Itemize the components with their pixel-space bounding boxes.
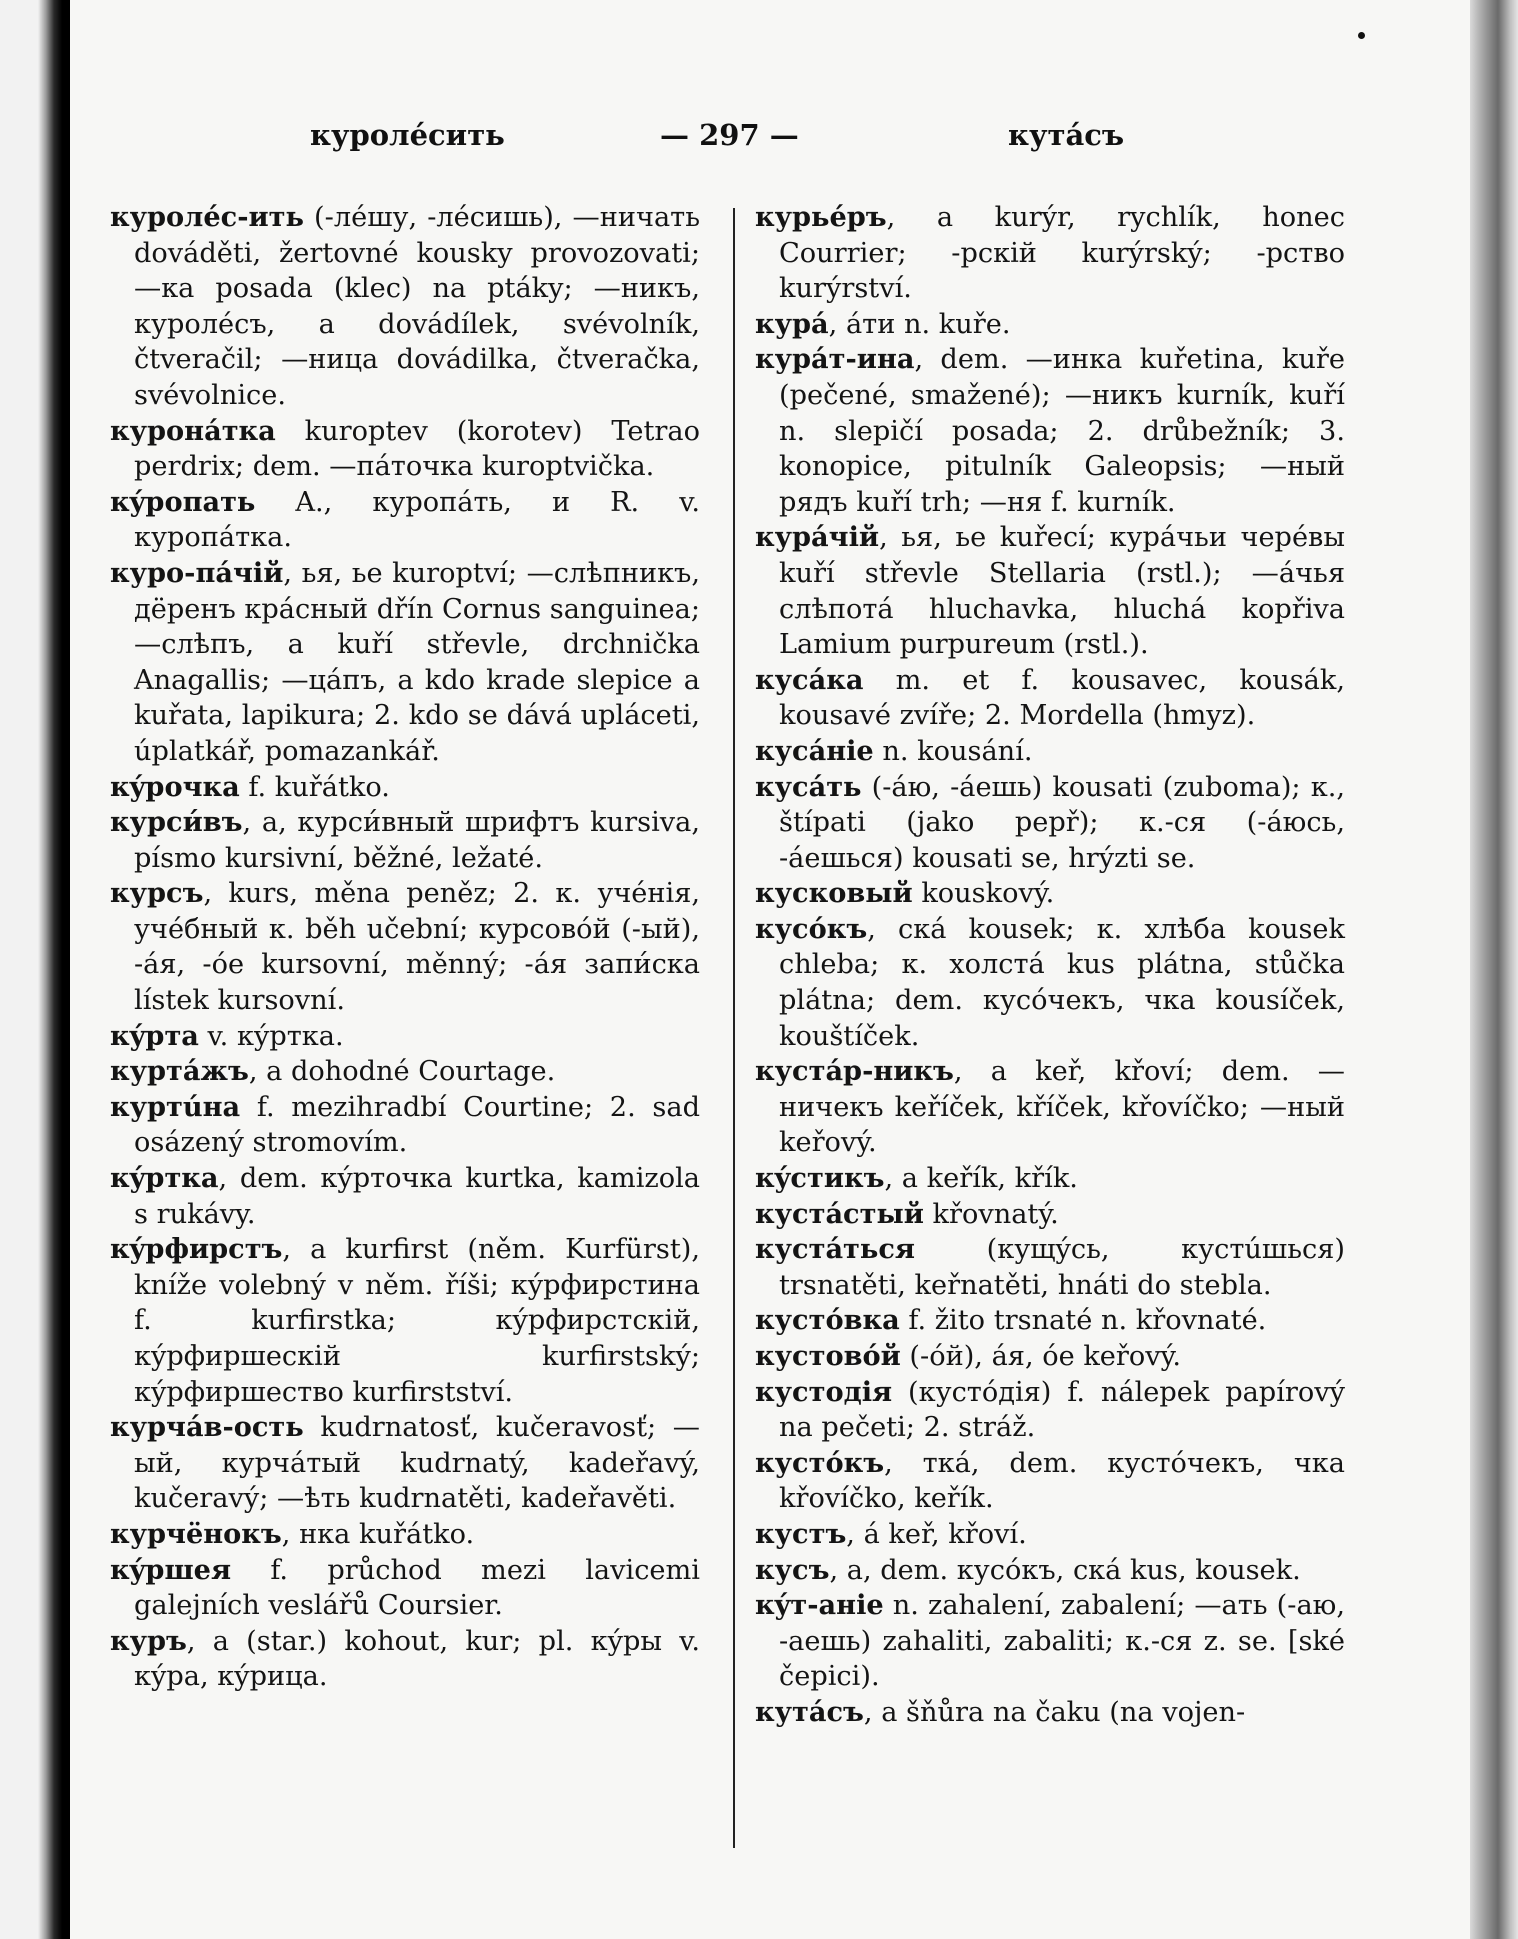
headword: курсъ <box>110 877 204 910</box>
dictionary-entry: кусковый kouskový. <box>755 877 1055 910</box>
headword: кустодія <box>755 1375 893 1408</box>
dictionary-entry: кустáр-никъ, a keř, křoví; dem. —ничекъ keříček, kříček, křovíčko; —ный keřový. <box>755 1055 1345 1159</box>
headword: кустáр-никъ <box>755 1055 954 1088</box>
headword: кусáка <box>755 663 864 696</box>
dictionary-entry: кустóвка f. žito trsnaté n. křovnaté. <box>755 1304 1267 1337</box>
scan-speck <box>1358 32 1365 39</box>
dictionary-entry: кусáть (-áю, -áешь) kousati (zuboma); к., štípati (jako pepř); к.-ся (-áюсь, -áешься) kousati se, hrýzti se. <box>755 770 1345 874</box>
headword: кýт-аніе <box>755 1589 884 1622</box>
dictionary-entry: кýрфирстъ, a kurfirst (něm. Kurfürst), kníže volebný v něm. říši; кýрфирстина f. kurfirstka; кýрфирстскій, кýрфиршескій kurfirstský; кýрфиршество kurfirstství. <box>110 1233 700 1408</box>
dictionary-entry: кусáніе n. kousání. <box>755 734 1033 767</box>
dictionary-entry: курá, áти n. kuře. <box>755 307 1011 340</box>
dictionary-entry: кутáсъ, a šňůra na čaku (na vojen- <box>755 1695 1246 1728</box>
dictionary-entry: курси́въ, a, курси́вный шрифтъ kursiva, písmo kursivní, běžné, ležaté. <box>110 806 700 874</box>
headword: кýрта <box>110 1019 199 1052</box>
dictionary-entry: кýртка, dem. кýрточка kurtka, kamizola s rukávy. <box>110 1162 700 1230</box>
headword: кусóкъ <box>755 912 868 945</box>
headword: кустовóй <box>755 1340 901 1372</box>
headword: кýрфирстъ <box>110 1233 283 1266</box>
headword: курáчій <box>755 521 880 554</box>
headword: кусковый <box>755 877 913 910</box>
dictionary-entry: кýрта v. кýртка. <box>110 1019 344 1052</box>
headword: курчáв-ость <box>110 1411 304 1444</box>
right-page-edge <box>1470 0 1518 1939</box>
headword: курáт-ина <box>755 343 915 376</box>
headword: кустáстый <box>755 1197 924 1230</box>
dictionary-entry: кýт-аніе n. zahalení, zabalení; —ать (-аю, -аешь) zahaliti, zabaliti; к.-ся z. se. [ské čepici). <box>755 1589 1345 1693</box>
headword: курьéръ <box>755 201 887 233</box>
headword: куронáтка <box>110 414 276 447</box>
dictionary-entry: кусóкъ, скá kousek; к. хлѣба kousek chleba; к. холстá kus plátna, stůčka plátna; dem. кусóчекъ, чка kousíček, kouštíček. <box>755 912 1345 1052</box>
dictionary-entry: кустáться (кущýсь, кустúшься) trsnatěti, keřnatěti, hnáti do stebla. <box>755 1233 1345 1301</box>
left-page-edge <box>0 0 62 1939</box>
dictionary-entry: курáчій, ья, ье kuřecí; курáчьи черéвы kuří střevle Stellaria (rstl.); —áчья слѣпотá hluchavka, hluchá kopřiva Lamium purpureum (rstl.). <box>755 521 1345 661</box>
dictionary-entry: кустóкъ, ткá, dem. кустóчекъ, чка křovíčko, keřík. <box>755 1446 1345 1515</box>
dictionary-entry: куртúна f. mezihradbí Courtine; 2. sad osázený stromovím. <box>110 1090 700 1159</box>
headword: кустъ <box>755 1517 847 1550</box>
dictionary-entry: кýстикъ, a keřík, křík. <box>755 1162 1078 1195</box>
dictionary-entry: кусáка m. et f. kousavec, kousák, kousavé zvíře; 2. Mordella (hmyz). <box>755 663 1345 732</box>
headword: куртáжъ <box>110 1055 249 1088</box>
headword: кýропать <box>110 485 256 518</box>
dictionary-entry: куртáжъ, a dohodné Courtage. <box>110 1055 556 1088</box>
headword: кýстикъ <box>755 1162 885 1195</box>
dictionary-entry: кустáстый křovnatý. <box>755 1197 1059 1230</box>
headword: курá <box>755 307 829 340</box>
dictionary-entry: курьéръ, a kurýr, rychlík, honec Courrier; -рскій kurýrský; -рство kurýrství. <box>755 201 1345 305</box>
headword: кусáніе <box>755 734 874 767</box>
headword: кустóкъ <box>755 1446 885 1479</box>
page-number: — 297 — <box>660 118 799 152</box>
dictionary-entry: куръ, a (star.) kohout, kur; pl. кýры v. кýра, кýрица. <box>110 1624 700 1693</box>
dictionary-entry: куро-пáчій, ья, ье kuroptví; —слѣпникъ, дёренъ крáсный dřín Cornus sanguinea; —слѣпъ, a kuří střevle, drchnička Anagallis; —цáпъ, a kdo krade slepice a kuřata, lapikura; 2. kdo se dává upláceti, úplatkář, pomazankář. <box>110 556 701 767</box>
dictionary-entry: курчáв-ость kudrnatosť, kučeravosť; —ый, курчáтый kudrnatý, kadeřavý, kučeravý; —ѣть kudrnatěti, kadeřavěti. <box>110 1411 700 1515</box>
dictionary-entry: кусъ, a, dem. кусóкъ, скá kus, kousek. <box>755 1553 1301 1586</box>
headword: куртúна <box>110 1090 241 1123</box>
headword: куро-пáчій <box>110 556 284 589</box>
headword: кустóвка <box>755 1304 900 1337</box>
headword: куръ <box>110 1624 187 1657</box>
column-divider <box>733 208 735 1848</box>
headword: кýрочка <box>110 770 240 803</box>
headword: курчёнокъ <box>110 1517 282 1550</box>
dictionary-entry: куролéс-ить (-лéшу, -лéсишь), —ничать dováděti, žertovné kousky provozovati; —ка posada (klec) na ptáky; —никъ, куролéсъ, a dovádílek, svévolník, čtveračil; —ница dovádilka, čtveračka, svévolnice. <box>110 201 700 411</box>
left-column <box>110 200 700 1695</box>
header-last-word: кутáсъ <box>1008 118 1125 152</box>
headword: куролéс-ить <box>110 201 304 233</box>
headword: кусáть <box>755 770 862 803</box>
headword: кустáться <box>755 1233 915 1266</box>
dictionary-entry: курчёнокъ, нка kuřátko. <box>110 1517 475 1550</box>
right-column <box>755 200 1345 1731</box>
dictionary-entry: курсъ, kurs, měna peněz; 2. к. учéнія, учéбный к. běh učební; курсовóй (-ый), -áя, -óе kursovní, měnný; -áя запи́ска lístek kursovní. <box>110 877 700 1017</box>
dictionary-entry: кýрочка f. kuřátko. <box>110 770 390 803</box>
running-head <box>70 118 1470 168</box>
dictionary-entry: куронáтка kuroptev (korotev) Tetrao perdrix; dem. —пáточка kuroptvička. <box>110 414 700 483</box>
headword: кýршея <box>110 1553 232 1586</box>
dictionary-entry: кустовóй (-óй), áя, óе keřový. <box>755 1340 1182 1372</box>
dictionary-entry: курáт-ина, dem. —инка kuřetina, kuře (pečené, smažené); —никъ kurník, kuří n. slepičí posada; 2. drůbežník; 3. konopice, pitulník Galeopsis; —ный рядъ kuří trh; —ня f. kurník. <box>755 343 1345 518</box>
dictionary-entry: кýршея f. průchod mezi lavicemi galejních veslářů Coursier. <box>110 1553 700 1622</box>
dictionary-entry: кýропать A., куропáть, и R. v. куропáтка. <box>110 485 700 554</box>
headword: кýртка <box>110 1162 219 1195</box>
dictionary-entry: кустодія (кустóдія) f. nálepek papírový na pečeti; 2. stráž. <box>755 1375 1345 1444</box>
headword: курси́въ <box>110 806 243 839</box>
header-first-word: куролéсить <box>310 118 505 152</box>
headword: кусъ <box>755 1553 830 1586</box>
dictionary-entry: кустъ, á keř, křoví. <box>755 1517 1027 1550</box>
headword: кутáсъ <box>755 1695 864 1728</box>
